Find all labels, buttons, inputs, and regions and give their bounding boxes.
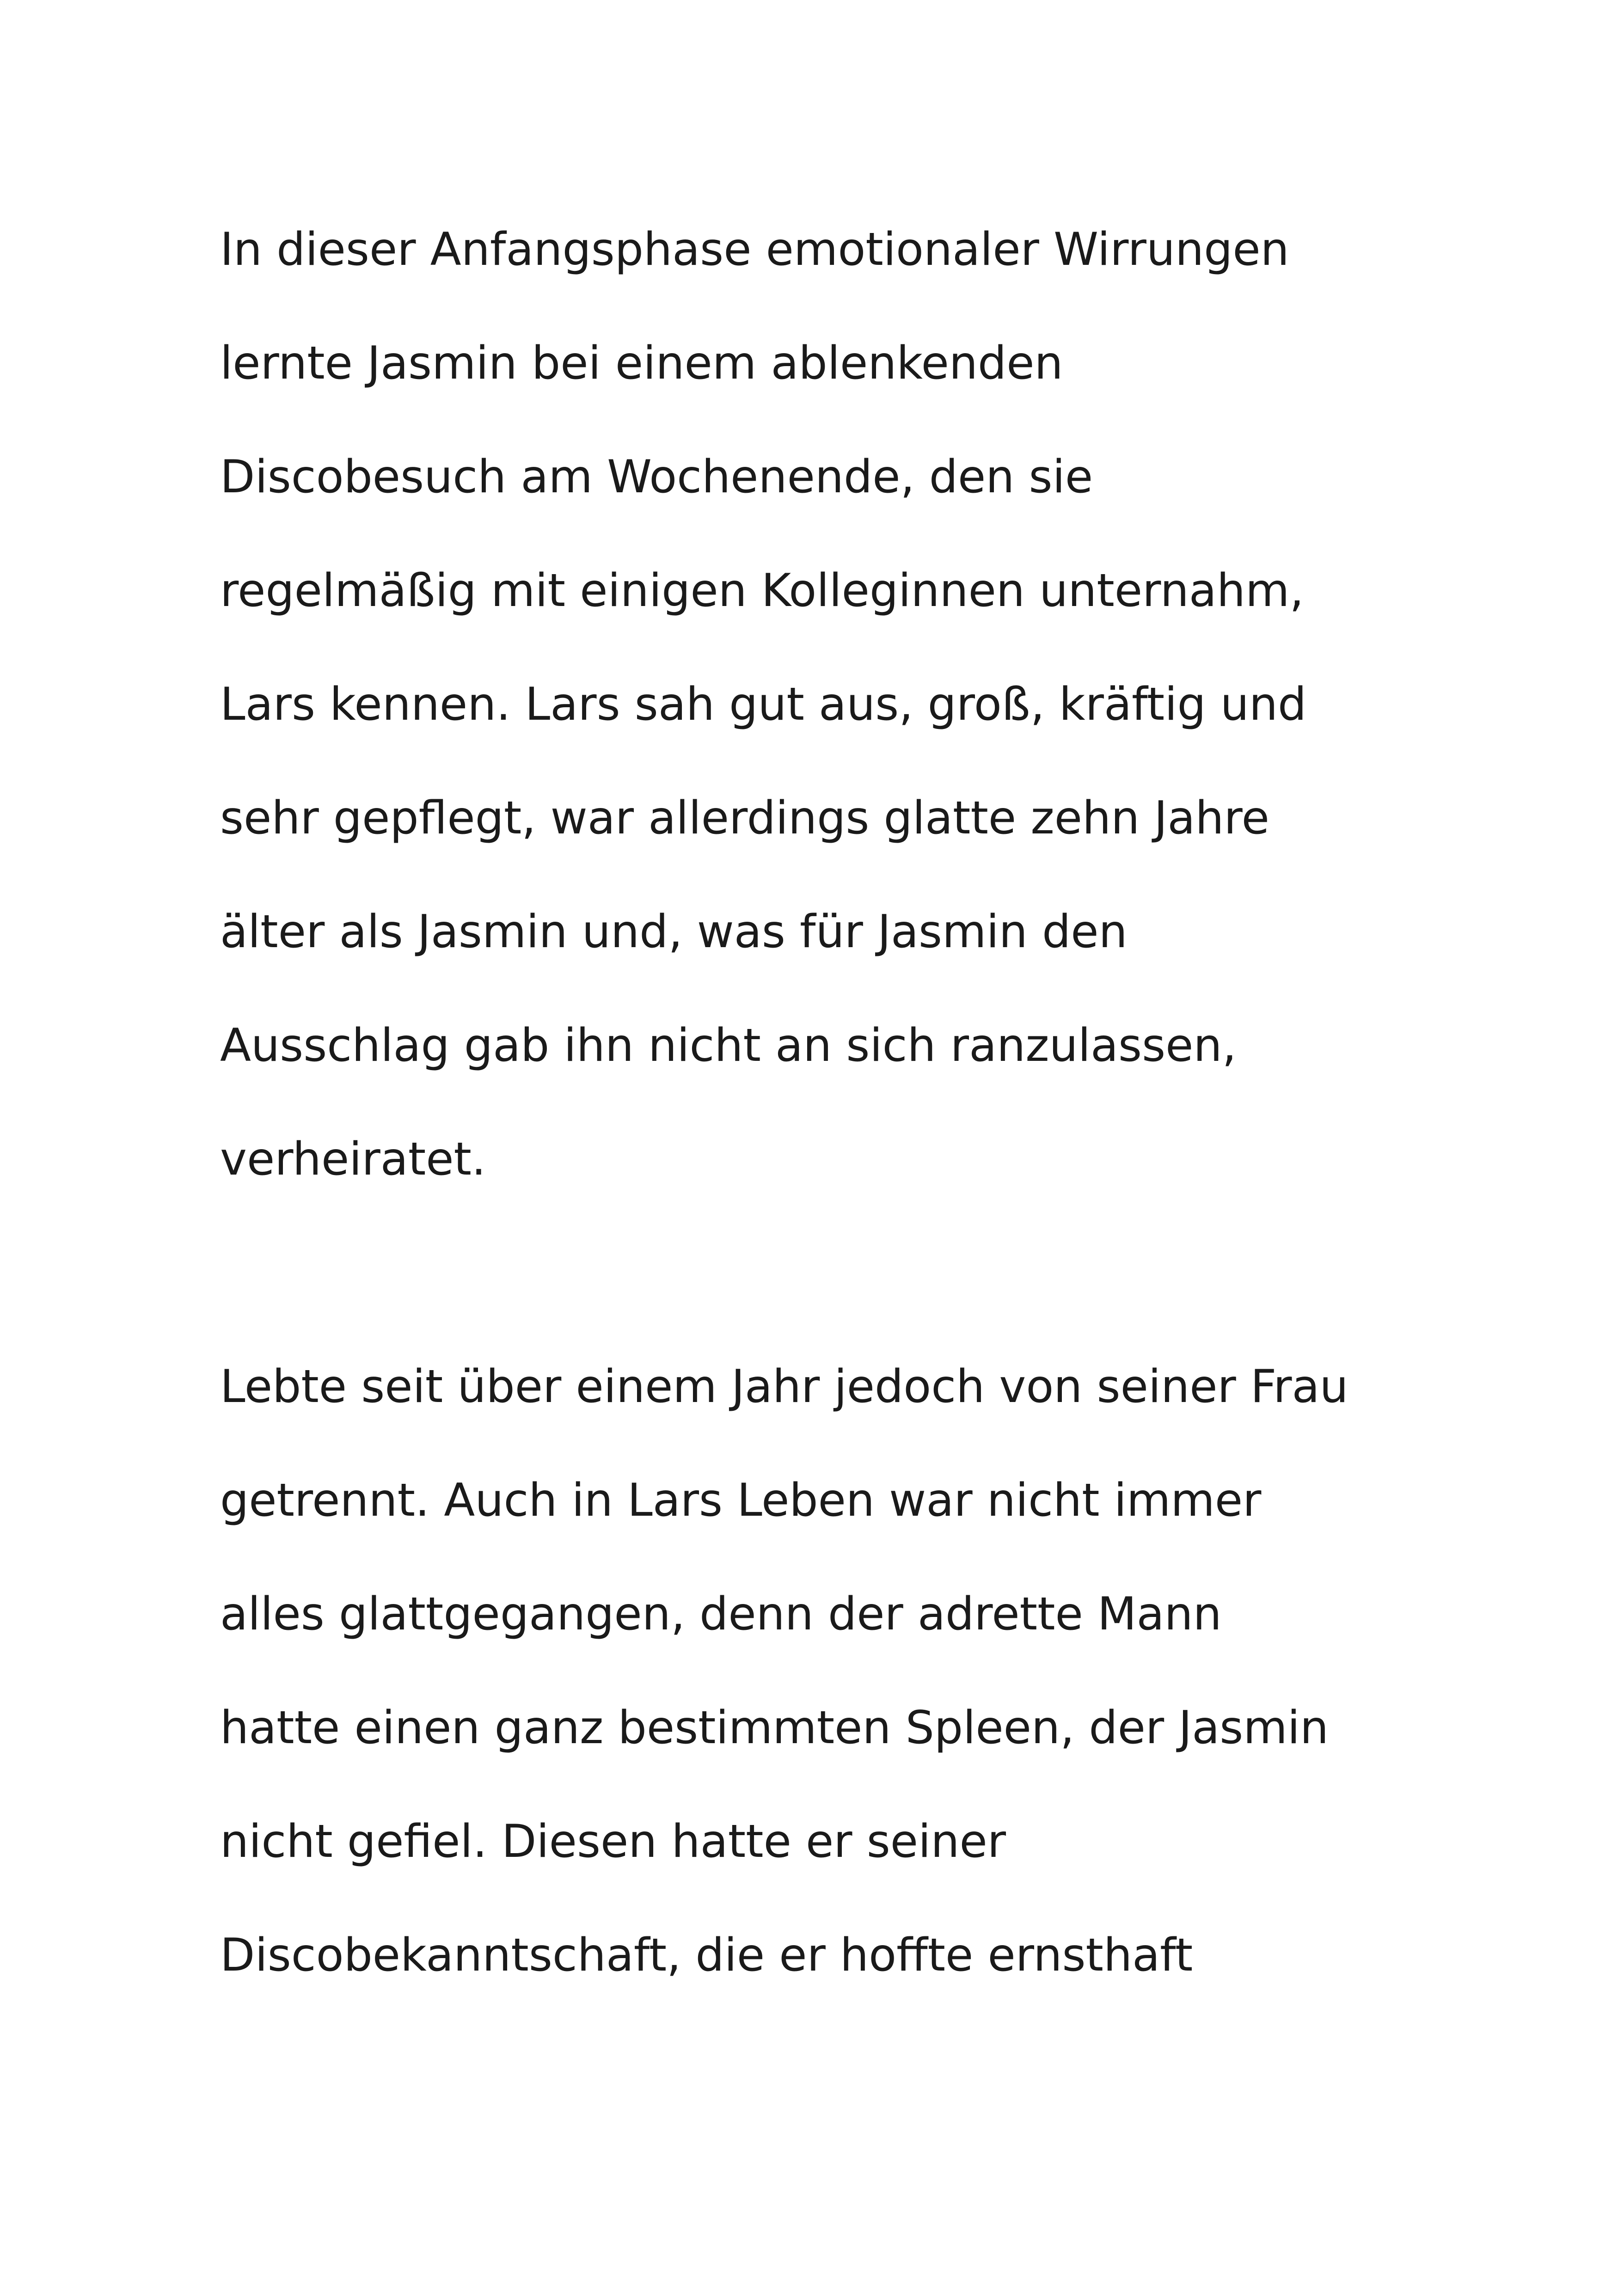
text-line: Ausschlag gab ihn nicht an sich ranzulassen,: [220, 1019, 1237, 1072]
text-line: In dieser Anfangsphase emotionaler Wirrungen: [220, 223, 1289, 276]
text-line: Lars kennen. Lars sah gut aus, groß, kräftig und: [220, 678, 1307, 731]
text-line: Discobekanntschaft, die er hoffte ernsthaft: [220, 1929, 1193, 1982]
text-line: sehr gepflegt, war allerdings glatte zehn Jahre: [220, 792, 1269, 845]
text-line: verheiratet.: [220, 1133, 486, 1186]
text-line: hatte einen ganz bestimmten Spleen, der Jasmin: [220, 1702, 1329, 1754]
text-line: nicht gefiel. Diesen hatte er seiner: [220, 1815, 1006, 1868]
text-line: Lebte seit über einem Jahr jedoch von seiner Frau: [220, 1360, 1348, 1413]
text-line: Discobesuch am Wochenende, den sie: [220, 451, 1093, 503]
text-line: lernte Jasmin bei einem ablenkenden: [220, 337, 1063, 390]
text-line: alles glattgegangen, denn der adrette Mann: [220, 1588, 1222, 1641]
text-line: regelmäßig mit einigen Kolleginnen unternahm,: [220, 564, 1304, 617]
text-line: älter als Jasmin und, was für Jasmin den: [220, 906, 1128, 958]
text-line: getrennt. Auch in Lars Leben war nicht immer: [220, 1474, 1262, 1527]
